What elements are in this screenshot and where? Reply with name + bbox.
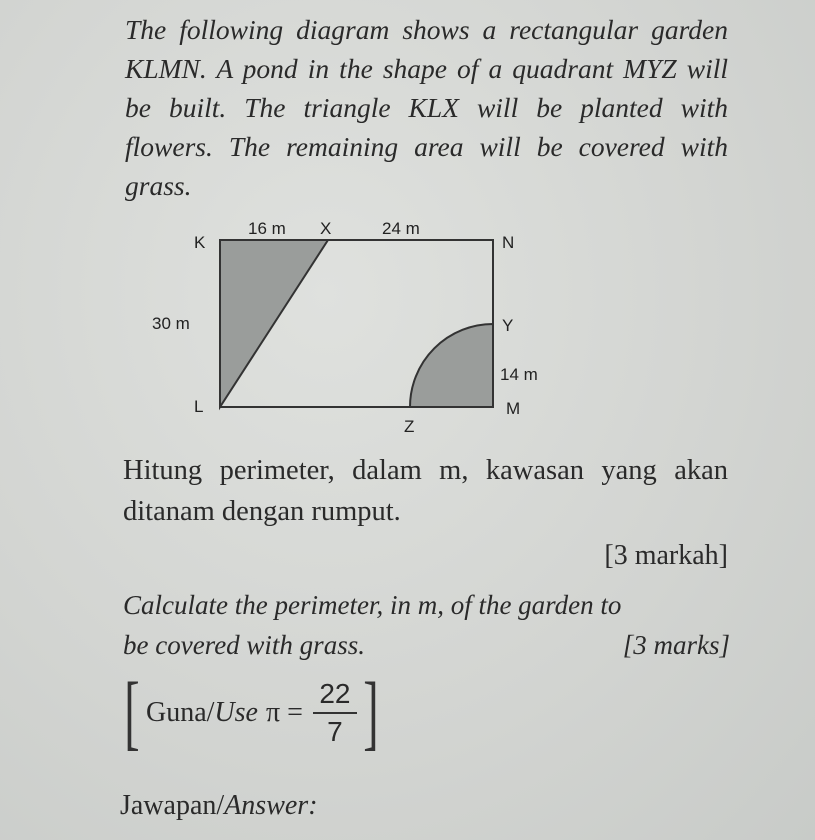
garden-diagram	[140, 212, 570, 442]
answer-label	[120, 790, 318, 822]
fraction-denominator: 7	[327, 716, 343, 747]
label-16m: 16 m	[248, 219, 286, 238]
pi-formula	[118, 666, 385, 759]
flower-triangle	[220, 240, 328, 407]
label-Z: Z	[404, 417, 415, 436]
label-M: M	[506, 399, 521, 418]
formula-use: Use	[214, 697, 258, 728]
label-K: K	[194, 233, 206, 252]
label-14m: 14 m	[500, 365, 538, 384]
question-english-line1: Calculate the perimeter, in m, of the garden to	[123, 590, 622, 620]
left-bracket: [	[124, 666, 140, 759]
question-intro	[125, 10, 728, 205]
label-N: N	[502, 233, 515, 252]
right-bracket: ]	[363, 666, 379, 759]
answer-label-english: Answer:	[224, 790, 318, 821]
pi-fraction	[313, 678, 357, 748]
intro-text: The following diagram shows a rectangular garden KLMN. A pond in the shape of a quadrant MYZ will be built. The triangle KLX will be planted with flowers. The remaining area will be covered with grass.	[125, 14, 728, 201]
marks-english: [3 marks]	[622, 630, 730, 660]
question-english-line2: be covered with grass.	[123, 630, 365, 660]
formula-pi: π =	[265, 697, 303, 728]
question-english	[123, 585, 730, 665]
answer-label-malay: Jawapan/	[120, 790, 225, 821]
label-Y: Y	[502, 316, 514, 335]
question-english-line2-wrap	[123, 625, 730, 665]
formula-guna: Guna/	[145, 697, 215, 728]
label-L: L	[194, 397, 204, 416]
pond-quadrant	[410, 324, 493, 407]
label-X: X	[320, 219, 332, 238]
marks-malay: [3 markah]	[604, 540, 728, 571]
question-malay: Hitung perimeter, dalam m, kawasan yang akan ditanam dengan rumput.	[123, 455, 728, 527]
fraction-numerator: 22	[319, 678, 351, 709]
label-24m: 24 m	[382, 219, 420, 238]
label-30m: 30 m	[152, 314, 190, 333]
